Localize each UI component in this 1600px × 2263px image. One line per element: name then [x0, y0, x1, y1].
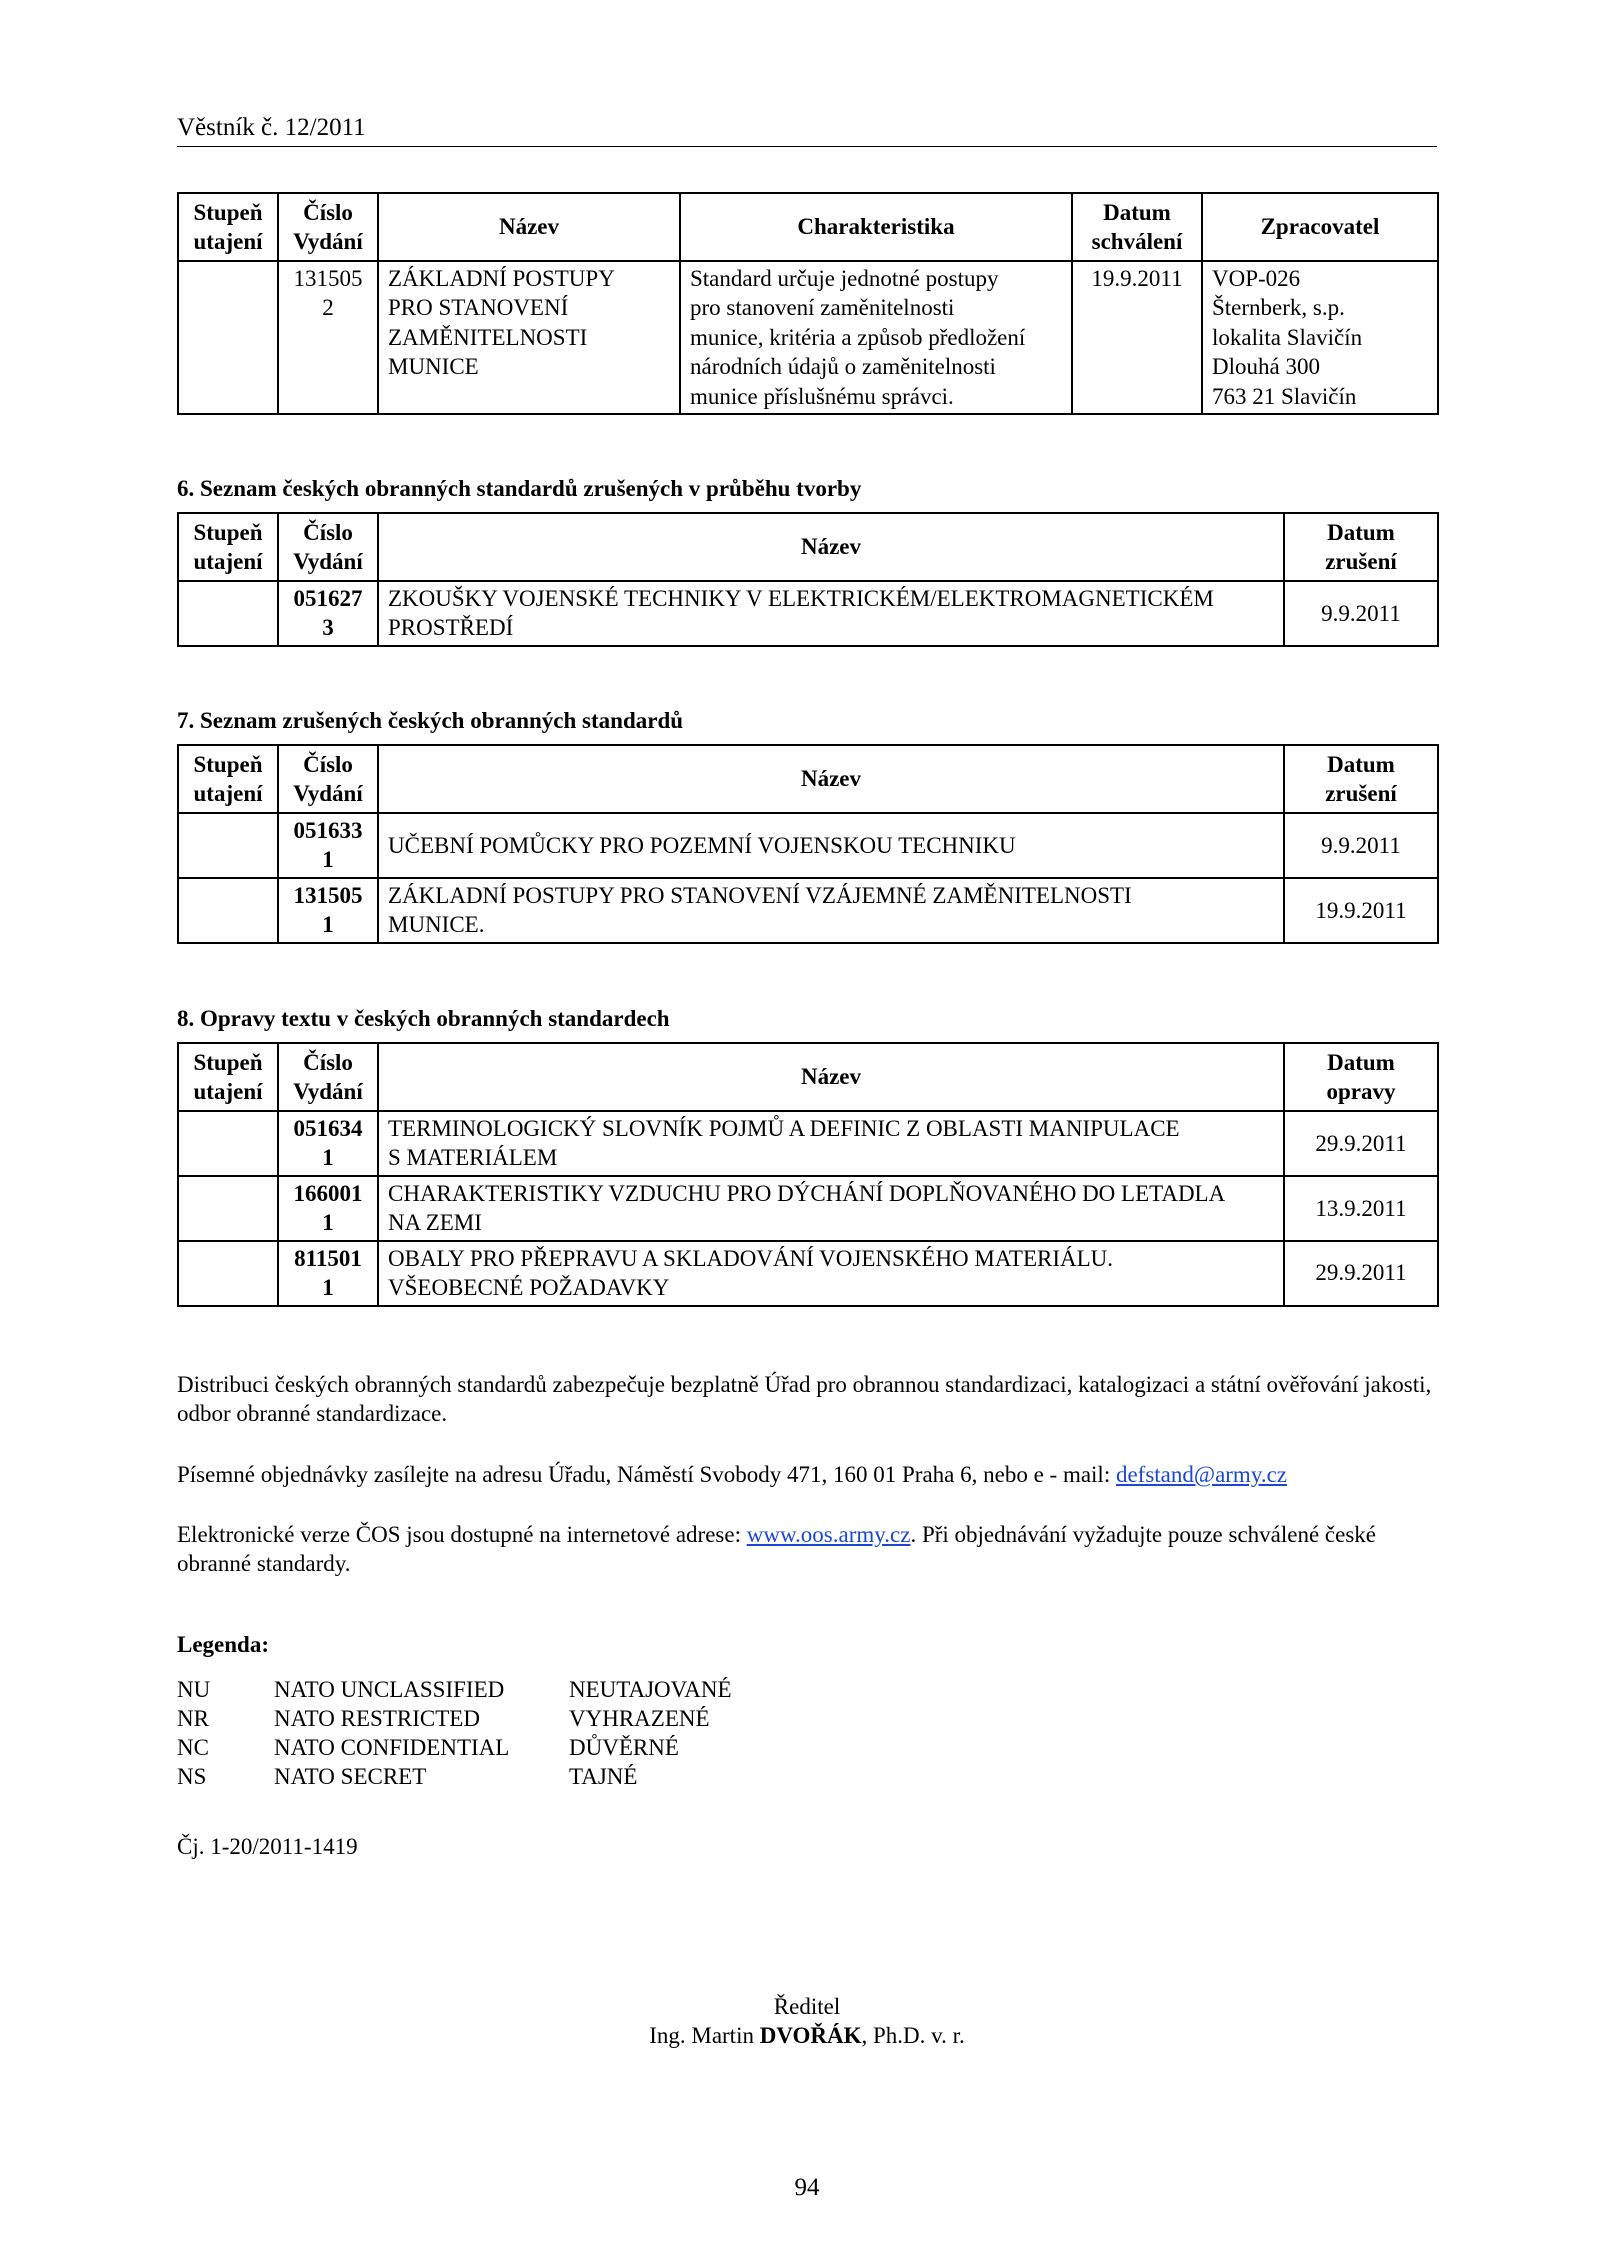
website-link[interactable]: www.oos.army.cz	[746, 1522, 911, 1547]
corrections-table	[177, 1042, 1439, 1307]
electronic-paragraph: Elektronické verze ČOS jsou dostupné na internetové adrese: www.oos.army.cz. Při objednávání vyžadujte pouze schválené české obranné standardy.	[177, 1522, 1377, 1577]
cell-nazev: TERMINOLOGICKÝ SLOVNÍK POJMŮ A DEFINIC Z OBLASTI MANIPULACE S MATERIÁLEM	[378, 1111, 1284, 1176]
cell-nazev: UČEBNÍ POMŮCKY PRO POZEMNÍ VOJENSKOU TECHNIKU	[378, 813, 1284, 878]
cell-charakteristika: Standard určuje jednotné postupy pro stanovení zaměnitelnosti munice, kritéria a způsob předložení národních údajů o zaměnitelnosti munice příslušnému správci.	[680, 261, 1072, 414]
legend-item: NS NATO SECRET TAJNÉ	[177, 1764, 638, 1790]
cell-datum: 29.9.2011	[1284, 1111, 1438, 1176]
legend-item: NU NATO UNCLASSIFIED NEUTAJOVANÉ	[177, 1677, 732, 1703]
header-nazev: Název	[378, 745, 1284, 813]
cell-nazev: ZÁKLADNÍ POSTUPY PRO STANOVENÍ ZAMĚNITELNOSTI MUNICE	[378, 261, 680, 414]
cell-nazev: CHARAKTERISTIKY VZDUCHU PRO DÝCHÁNÍ DOPLŇOVANÉHO DO LETADLA NA ZEMI	[378, 1176, 1284, 1241]
signature-name: Ing. Martin DVOŘÁK, Ph.D. v. r.	[649, 2023, 965, 2049]
reference-number: Čj. 1-20/2011-1419	[177, 1834, 358, 1859]
cell-stupen	[178, 1176, 278, 1241]
header-stupen: Stupeň utajení	[178, 745, 278, 813]
table-row	[178, 1176, 1438, 1241]
cell-nazev: ZÁKLADNÍ POSTUPY PRO STANOVENÍ VZÁJEMNÉ ZAMĚNITELNOSTI MUNICE.	[378, 878, 1284, 943]
cell-stupen	[178, 1241, 278, 1306]
table-row	[178, 813, 1438, 878]
header-nazev: Název	[378, 1043, 1284, 1111]
cell-nazev: ZKOUŠKY VOJENSKÉ TECHNIKY V ELEKTRICKÉM/ELEKTROMAGNETICKÉM PROSTŘEDÍ	[378, 581, 1284, 646]
section-8-title: 8. Opravy textu v českých obranných standardech	[177, 1006, 670, 1031]
cell-cislo: 051627 3	[278, 581, 378, 646]
cell-nazev: OBALY PRO PŘEPRAVU A SKLADOVÁNÍ VOJENSKÉHO MATERIÁLU. VŠEOBECNÉ POŽADAVKY	[378, 1241, 1284, 1306]
section-7-table-block	[177, 744, 1437, 944]
header-stupen: Stupeň utajení	[178, 1043, 278, 1111]
table-row	[178, 1111, 1438, 1176]
orders-paragraph: Písemné objednávky zasílejte na adresu Úřadu, Náměstí Svobody 471, 160 01 Praha 6, nebo e - mail: defstand@army.cz	[177, 1462, 1287, 1487]
legend	[177, 1630, 1437, 1791]
cell-datum: 19.9.2011	[1072, 261, 1202, 414]
header-stupen: Stupeň utajení	[178, 193, 278, 261]
table-row	[178, 261, 1438, 414]
legend-item: NR NATO RESTRICTED VYHRAZENÉ	[177, 1706, 710, 1732]
legend-item: NC NATO CONFIDENTIAL DŮVĚRNÉ	[177, 1735, 679, 1761]
header-cislo: Číslo Vydání	[278, 745, 378, 813]
cell-cislo: 131505 1	[278, 878, 378, 943]
running-header: Věstník č. 12/2011	[177, 112, 1437, 147]
header-charakteristika: Charakteristika	[680, 193, 1072, 261]
header-stupen: Stupeň utajení	[178, 513, 278, 581]
header-datum: Datum zrušení	[1284, 513, 1438, 581]
cell-datum: 9.9.2011	[1284, 813, 1438, 878]
header-nazev: Název	[378, 513, 1284, 581]
header-nazev: Název	[378, 193, 680, 261]
table-row	[178, 878, 1438, 943]
cell-cislo: 811501 1	[278, 1241, 378, 1306]
cell-cislo: 131505 2	[278, 261, 378, 414]
cell-stupen	[178, 261, 278, 414]
cell-cislo: 051633 1	[278, 813, 378, 878]
header-cislo: Číslo Vydání	[278, 1043, 378, 1111]
cell-datum: 19.9.2011	[1284, 878, 1438, 943]
cancelled-standards-table	[177, 744, 1439, 944]
page-number: 94	[794, 2174, 820, 2201]
cell-stupen	[178, 1111, 278, 1176]
cell-cislo: 166001 1	[278, 1176, 378, 1241]
legend-title: Legenda:	[177, 1632, 269, 1657]
distribution-paragraph: Distribuci českých obranných standardů zabezpečuje bezplatně Úřad pro obrannou standardizaci, katalogizaci a státní ověřování jakosti, odbor obranné standardizace.	[177, 1372, 1432, 1427]
cell-zpracovatel: VOP-026 Šternberk, s.p. lokalita Slavičín Dlouhá 300 763 21 Slavičín	[1202, 261, 1438, 414]
header-datum: Datum opravy	[1284, 1043, 1438, 1111]
section-6-title: 6. Seznam českých obranných standardů zrušených v průběhu tvorby	[177, 476, 862, 501]
cell-cislo: 051634 1	[278, 1111, 378, 1176]
cell-stupen	[178, 581, 278, 646]
header-cislo: Číslo Vydání	[278, 193, 378, 261]
signature-role: Ředitel	[773, 1994, 841, 2019]
cell-stupen	[178, 813, 278, 878]
table-row	[178, 1241, 1438, 1306]
header-datum: Datum zrušení	[1284, 745, 1438, 813]
approved-standards-table-block	[177, 192, 1437, 415]
header-datum: Datum schválení	[1072, 193, 1202, 261]
cell-datum: 29.9.2011	[1284, 1241, 1438, 1306]
signature-block	[177, 1992, 1437, 2051]
header-zpracovatel: Zpracovatel	[1202, 193, 1438, 261]
cell-stupen	[178, 878, 278, 943]
table-row	[178, 581, 1438, 646]
section-8-table-block	[177, 1042, 1437, 1307]
cancelled-in-progress-table	[177, 512, 1439, 647]
section-6-table-block	[177, 512, 1437, 647]
cell-datum: 9.9.2011	[1284, 581, 1438, 646]
approved-standards-table	[177, 192, 1439, 415]
section-7-title: 7. Seznam zrušených českých obranných standardů	[177, 708, 684, 733]
cell-datum: 13.9.2011	[1284, 1176, 1438, 1241]
email-link[interactable]: defstand@army.cz	[1115, 1462, 1287, 1487]
header-cislo: Číslo Vydání	[278, 513, 378, 581]
